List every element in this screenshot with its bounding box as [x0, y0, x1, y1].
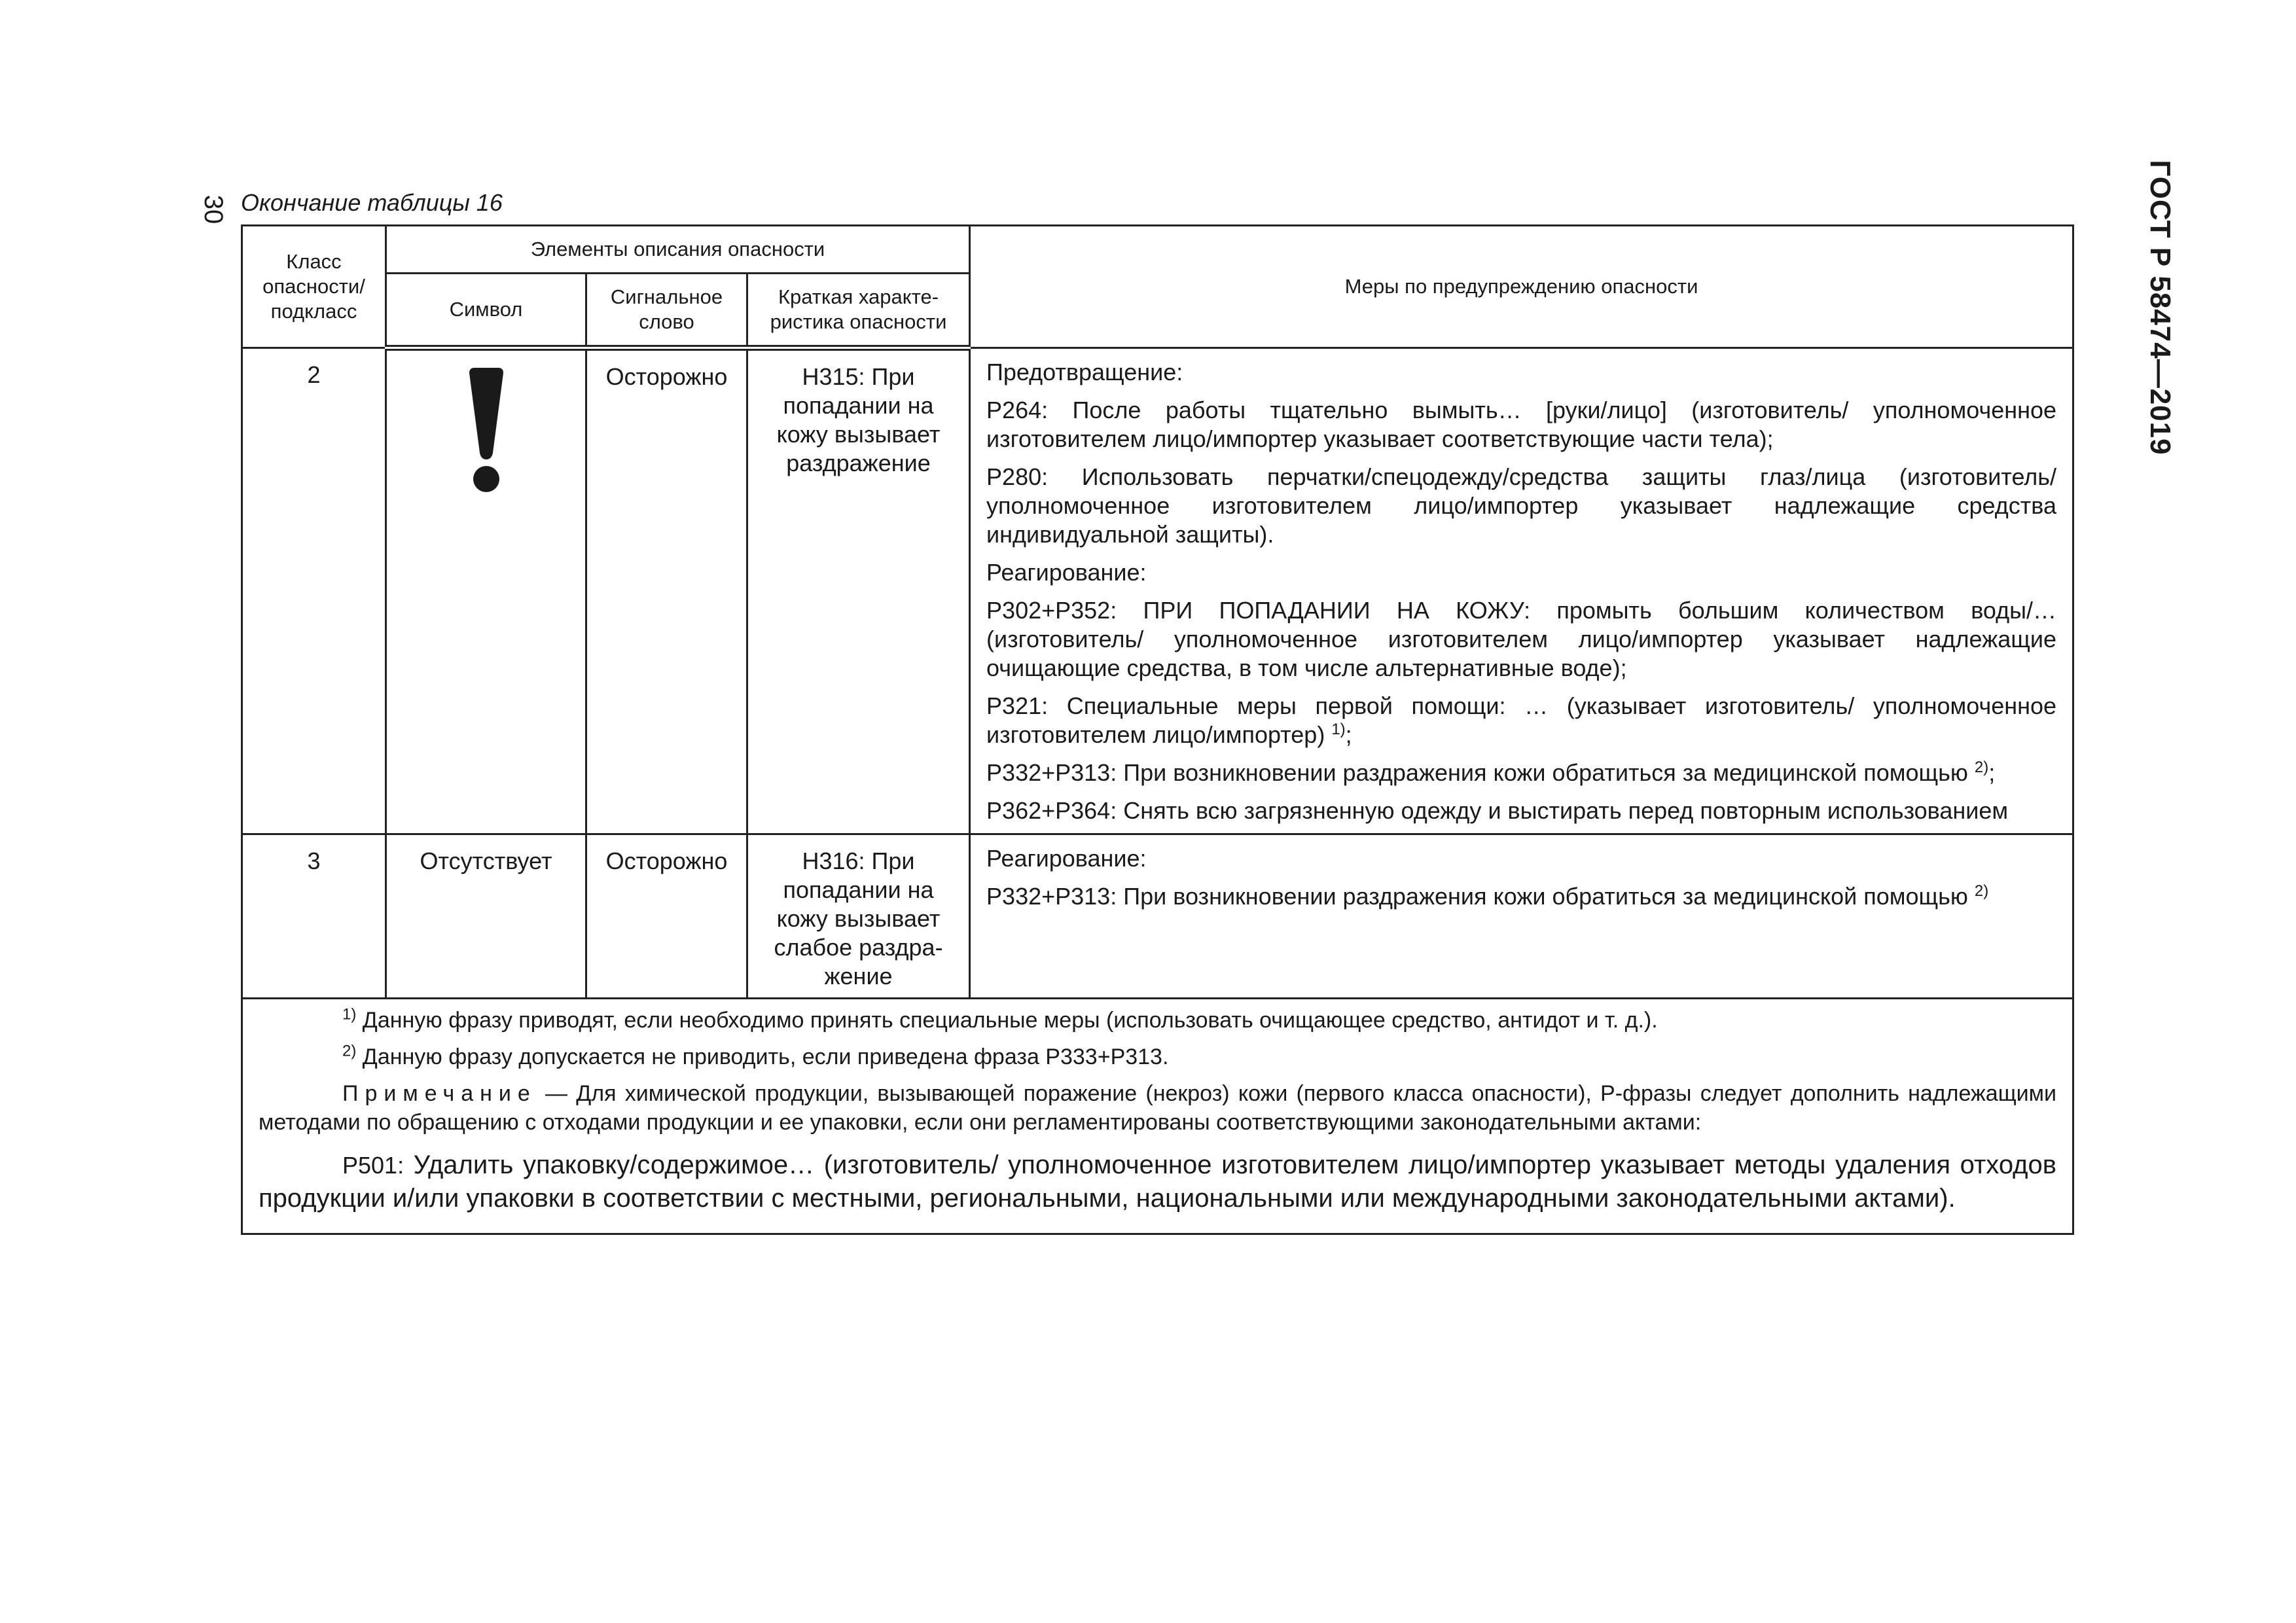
class-cell: 2	[242, 348, 386, 834]
header-hazard-statement: Краткая характе- ристика опасности	[747, 274, 970, 348]
measure-item: Р332+Р313: При возникновении раздражения кожи обратиться за медицинской помощью $^{2)}$;	[986, 758, 1996, 786]
measure-item: Предотвращение:	[986, 359, 1183, 385]
table-row	[242, 834, 2073, 999]
header-precautions: Меры по предупреждению опасности	[970, 226, 2073, 348]
footnote-ref: 1)	[1331, 721, 1346, 738]
precautions-cell	[970, 348, 2073, 834]
table-caption: Окончание таблицы 16	[241, 189, 503, 216]
measure-item: Р332+Р313: При возникновении раздражения кожи обратиться за медицинской помощью $^{2)}$	[986, 882, 1989, 910]
footnote-ref: 2)	[1974, 882, 1989, 900]
footnotes-cell	[242, 999, 2073, 1234]
standard-code: ГОСТ Р 58474—2019	[2144, 160, 2176, 455]
footnote-1: $^{1)}$ Данную фразу приводят, если необходимо принять специальные меры (использовать очищающее средство, антидот и т. д.).	[342, 1005, 1658, 1033]
table-row	[242, 348, 2073, 834]
measure-item: Реагирование:	[986, 559, 1147, 586]
measure-item: Р264: После работы тщательно вымыть… [руки/лицо] (изготовитель/ уполномоченное изготовителем лицо/импортер указывает соответствующие части тела);	[986, 397, 2057, 452]
note-label: Примечание	[342, 1081, 537, 1106]
exclamation-mark-icon	[467, 368, 506, 492]
header-elements-group: Элементы описания опасности	[386, 226, 970, 274]
header-signal-word: Сигнальное слово	[586, 274, 747, 348]
measure-item: Р280: Использовать перчатки/спецодежду/средства защиты глаз/лица (изготовитель/ уполномоченное изготовителем лицо/импортер указывает надлежащие средства индивидуальной защиты).	[986, 463, 2057, 548]
class-cell: 3	[242, 834, 386, 999]
header-symbol: Символ	[386, 274, 586, 348]
hazard-statement-cell: Н316: При попадании на кожу вызывает слабое раздра- жение	[747, 834, 970, 999]
hazard-table	[241, 224, 2074, 1235]
footnote-2: $^{2)}$ Данную фразу допускается не приводить, если приведена фраза Р333+Р313.	[342, 1042, 1169, 1069]
header-class: Класс опасности/ подкласс	[242, 226, 386, 348]
measure-item: Реагирование:	[986, 845, 1147, 872]
page-number: 30	[199, 194, 228, 224]
footnote-ref: 2)	[1974, 758, 1989, 776]
note: Примечание — Для химической продукции, вызывающей поражение (некроз) кожи (первого класса опасности), Р-фразы следует дополнить надлежащими методами по обращению с отходами продукции и ее упаковки, если они регламентированы соответствующими законодательными актами:	[259, 1081, 2057, 1135]
signal-word-cell: Осторожно	[586, 834, 747, 999]
symbol-cell: Отсутствует	[386, 834, 586, 999]
table-header-row	[242, 226, 2073, 274]
measure-item: Р321: Специальные меры первой помощи: … (указывает изготовитель/ уполномоченное изготовителем лицо/импортер) $^{1)}$;	[986, 692, 2057, 748]
hazard-statement-cell: Н315: При попадании на кожу вызывает раздражение	[747, 348, 970, 834]
signal-word-cell: Осторожно	[586, 348, 747, 834]
footnotes-row	[242, 999, 2073, 1234]
measure-item: Р302+Р352: ПРИ ПОПАДАНИИ НА КОЖУ: промыть большим количеством воды/… (изготовитель/ уполномоченное изготовителем лицо/импортер указывает надлежащие очищающие средства, в том числе альтернативные воде);	[986, 597, 2057, 681]
measure-item: Р362+Р364: Снять всю загрязненную одежду и выстирать перед повторным использованием	[986, 797, 2009, 824]
p501-statement: Р501: Удалить упаковку/содержимое… (изготовитель/ уполномоченное изготовителем лицо/импортер указывает методы удаления отходов продукции и/или упаковки в соответствии с местными, региональными, национальными или международными законодательными актами).	[259, 1150, 2057, 1213]
precautions-cell	[970, 834, 2073, 999]
symbol-cell	[386, 348, 586, 834]
